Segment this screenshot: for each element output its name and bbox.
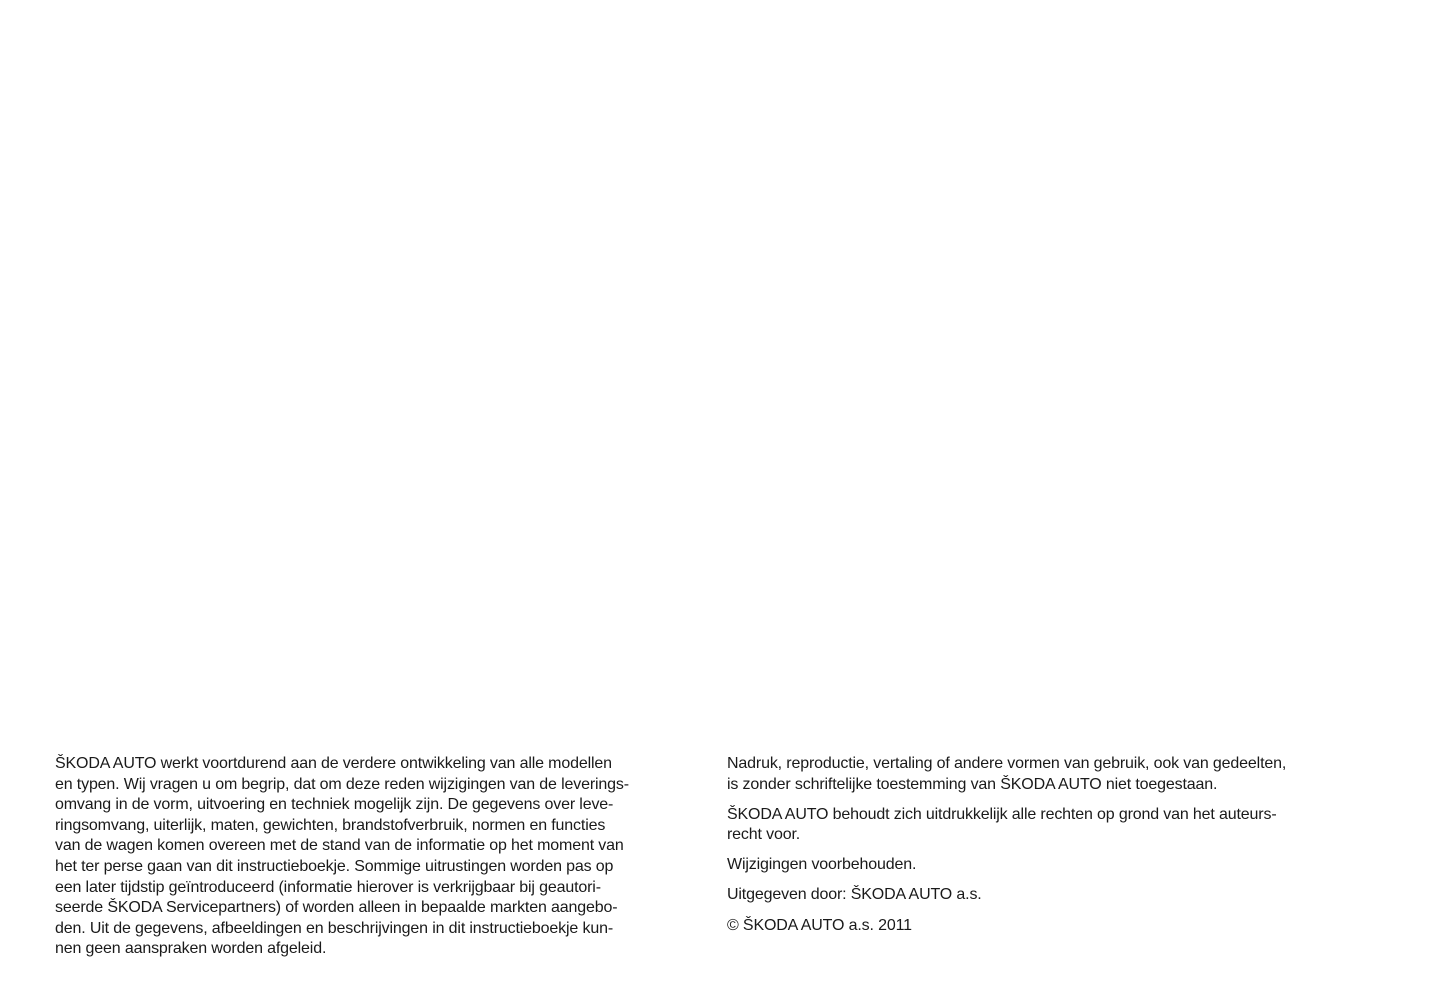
reproduction-notice-paragraph: Nadruk, reproductie, vertaling of andere vormen van gebruik, ook van gedeelten, is zonder schriftelijke toestemming van ŠKODA AUTO niet toegestaan. — [727, 755, 1287, 793]
right-text-column — [727, 754, 1382, 946]
development-disclaimer-paragraph: ŠKODA AUTO werkt voortdurend aan de verdere ontwikkeling van alle modellen en typen. Wij vragen u om begrip, dat om deze reden wijzigingen van de leverings- omvang in de vorm, uitvoering en techniek mogelijk zijn. De gegevens over leve- ringsomvang, uiterlijk, maten, gewichten, brandstofverbruik, normen en functies van de wagen komen overeen met de stand van de informatie op het moment van het ter perse gaan van dit instructieboekje. Sommige uitrustingen worden pas op een later tijdstip geïntroduceerd (informatie hierover is verkrijgbaar bij geautori- seerde ŠKODA Servicepartners) of worden alleen in bepaalde markten aangebo- den. Uit de gegevens, afbeeldingen en beschrijvingen in dit instructieboekje kun- nen geen aanspraken worden afgeleid. — [55, 755, 629, 958]
publisher-paragraph: Uitgegeven door: ŠKODA AUTO a.s. — [727, 886, 982, 904]
left-text-column — [55, 754, 705, 960]
copyright-paragraph: © ŠKODA AUTO a.s. 2011 — [727, 916, 912, 934]
changes-notice-paragraph: Wijzigingen voorbehouden. — [727, 856, 917, 874]
rights-notice-paragraph: ŠKODA AUTO behoudt zich uitdrukkelijk alle rechten op grond van het auteurs- recht voor. — [727, 805, 1277, 844]
